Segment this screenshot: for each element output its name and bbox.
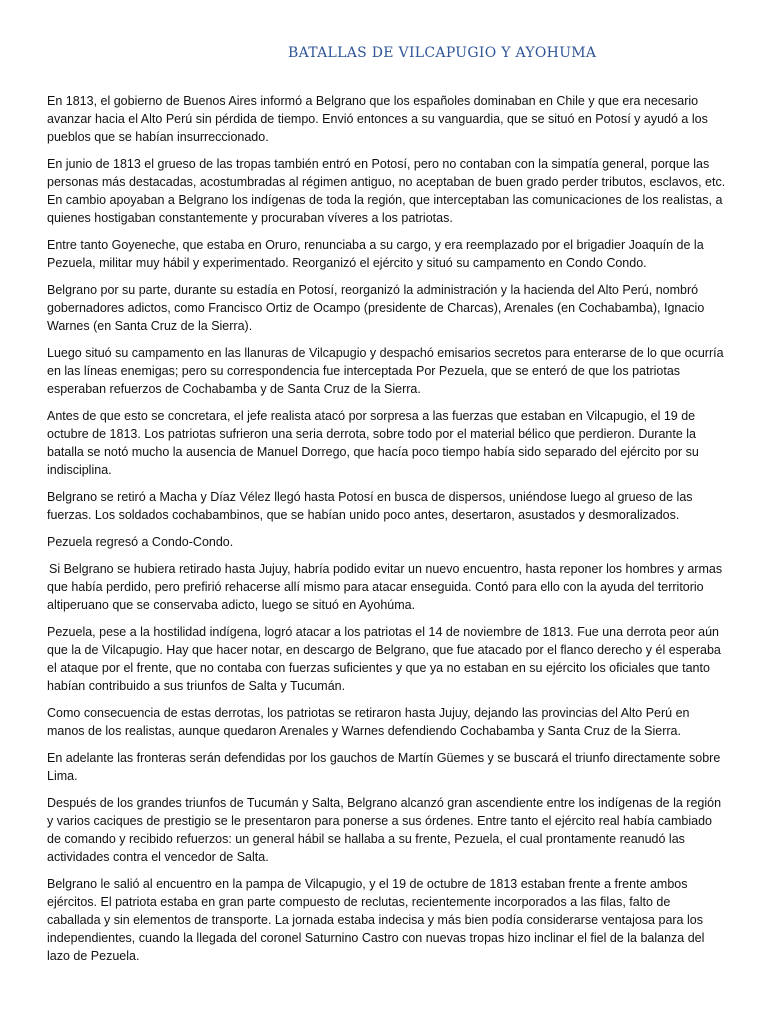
document-title: BATALLAS DE VILCAPUGIO Y AYOHUMA bbox=[288, 45, 597, 61]
paragraph-10: Pezuela, pese a la hostilidad indígena, logró atacar a los patriotas el 14 de noviembre de 1813. Fue una derrota peor aún que la de Vilcapugio. Hay que hacer notar, en descargo de Belgrano, que fue atacado por el flanco derecho y él esperaba el ataque por el frente, que no contaba con fuerzas suficientes y que ya no estaban en su ejército los oficiales que tanto habían contribuido a sus triunfos de Salta y Tucumán. bbox=[47, 625, 721, 693]
paragraph-6: Antes de que esto se concretara, el jefe realista atacó por sorpresa a las fuerzas que estaban en Vilcapugio, el 19 de octubre de 1813. Los patriotas sufrieron una seria derrota, sobre todo por el material bélico que perdieron. Durante la batalla se notó mucho la ausencia de Manuel Dorrego, que hacía poco tiempo había sido separado del ejército por su indisciplina. bbox=[47, 409, 699, 477]
paragraph-12: En adelante las fronteras serán defendidas por los gauchos de Martín Güemes y se buscará el triunfo directamente sobre Lima. bbox=[47, 751, 721, 783]
paragraph-5: Luego situó su campamento en las llanuras de Vilcapugio y despachó emisarios secretos para enterarse de lo que ocurría en las líneas enemigas; pero su correspondencia fue interceptada Por Pezuela, que se enteró de que los patriotas esperaban refuerzos de Cochabamba y de Santa Cruz de la Sierra. bbox=[47, 346, 724, 396]
paragraph-7: Belgrano se retiró a Macha y Díaz Vélez llegó hasta Potosí en busca de dispersos, uniéndose luego al grueso de las fuerzas. Los soldados cochabambinos, que se habían unido poco antes, desertaron, asustados y desmoralizados. bbox=[47, 490, 693, 522]
document-body bbox=[47, 92, 727, 974]
paragraph-2: En junio de 1813 el grueso de las tropas también entró en Potosí, pero no contaban con la simpatía general, porque las personas más destacadas, acostumbradas al régimen antiguo, no aceptaban de buen grado perder tributos, esclavos, etc. En cambio apoyaban a Belgrano los indígenas de toda la región, que interceptaban las comunicaciones de los realistas, a quienes hostigaban constantemente y procuraban víveres a los patriotas. bbox=[47, 157, 726, 225]
paragraph-9: Si Belgrano se hubiera retirado hasta Jujuy, habría podido evitar un nuevo encuentro, hasta reponer los hombres y armas que había perdido, pero prefirió rehacerse allí mismo para atacar enseguida. Contó para ello con la ayuda del territorio altiperuano que se conservaba adicto, luego se situó en Ayohúma. bbox=[47, 562, 723, 612]
paragraph-13: Después de los grandes triunfos de Tucumán y Salta, Belgrano alcanzó gran ascendiente entre los indígenas de la región y varios caciques de prestigio se le presentaron para ponerse a sus órdenes. Entre tanto el ejército real había cambiado de comando y recibido refuerzos: un general hábil se hallaba a su frente, Pezuela, el cual prontamente reanudó las actividades contra el vencedor de Salta. bbox=[47, 796, 722, 864]
paragraph-3: Entre tanto Goyeneche, que estaba en Oruro, renunciaba a su cargo, y era reemplazado por el brigadier Joaquín de la Pezuela, militar muy hábil y experimentado. Reorganizó el ejército y situó su campamento en Condo Condo. bbox=[47, 238, 704, 270]
paragraph-4: Belgrano por su parte, durante su estadía en Potosí, reorganizó la administración y la hacienda del Alto Perú, nombró gobernadores adictos, como Francisco Ortiz de Ocampo (presidente de Charcas), Arenales (en Cochabamba), Ignacio Warnes (en Santa Cruz de la Sierra). bbox=[47, 283, 705, 333]
paragraph-8: Pezuela regresó a Condo-Condo. bbox=[47, 535, 234, 549]
paragraph-11: Como consecuencia de estas derrotas, los patriotas se retiraron hasta Jujuy, dejando las provincias del Alto Perú en manos de los realistas, aunque quedaron Arenales y Warnes defendiendo Cochabamba y Santa Cruz de la Sierra. bbox=[47, 706, 690, 738]
paragraph-14: Belgrano le salió al encuentro en la pampa de Vilcapugio, y el 19 de octubre de 1813 estaban frente a frente ambos ejércitos. El patriota estaba en gran parte compuesto de reclutas, recientemente incorporados a las filas, falto de caballada y sin elementos de transporte. La jornada estaba indecisa y más bien podía considerarse ventajosa para los independientes, cuando la llegada del coronel Saturnino Castro con nuevas tropas hizo inclinar el fiel de la balanza del lazo de Pezuela. bbox=[47, 877, 705, 963]
paragraph-1: En 1813, el gobierno de Buenos Aires informó a Belgrano que los españoles dominaban en Chile y que era necesario avanzar hacia el Alto Perú sin pérdida de tiempo. Envió entonces a su vanguardia, que se situó en Potosí y ayudó a los pueblos que se habían insurreccionado. bbox=[47, 94, 708, 144]
